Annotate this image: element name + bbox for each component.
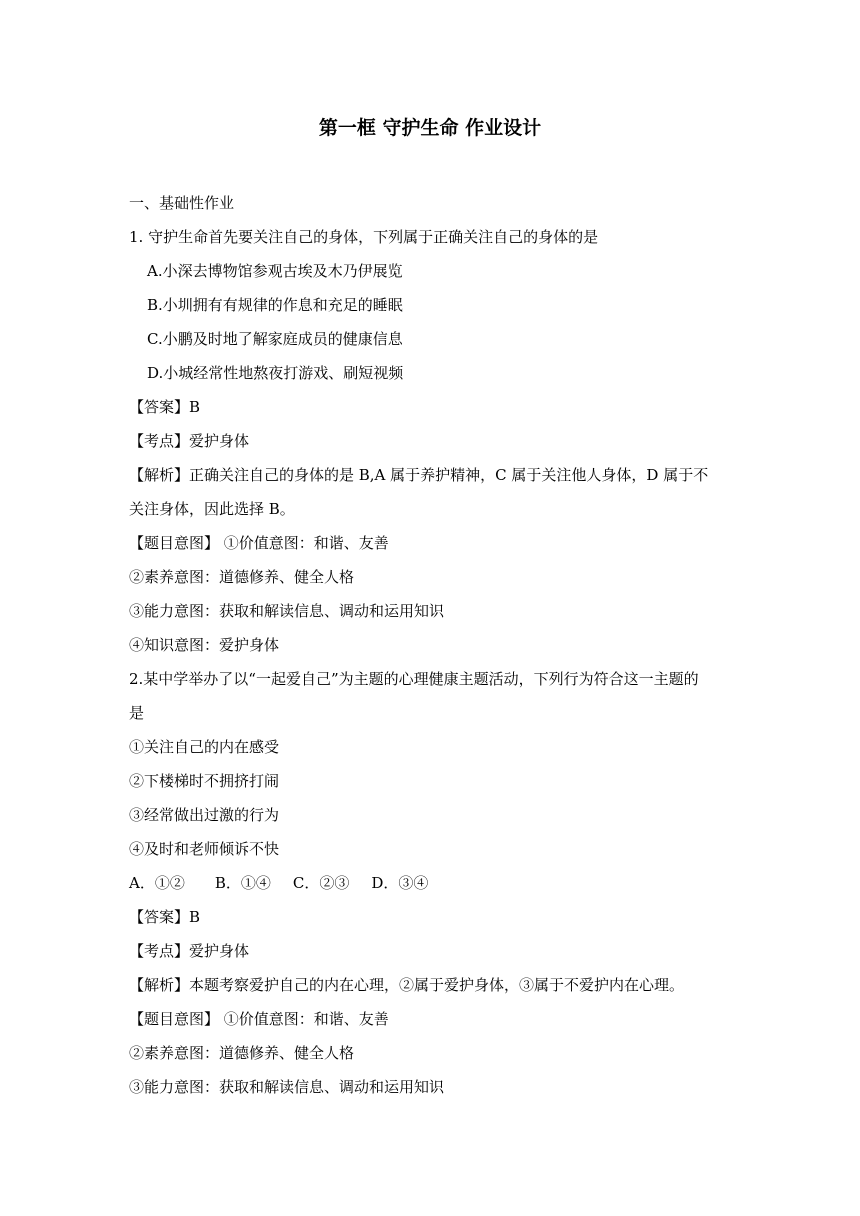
question-1-stem: 1. 守护生命首先要关注自己的身体，下列属于正确关注自己的身体的是	[129, 228, 599, 246]
section-heading: 一、基础性作业	[129, 194, 235, 212]
question-2-choice-d: D．③④	[371, 874, 429, 892]
question-1-intent-2: ②素养意图：道德修养、健全人格	[129, 568, 355, 586]
question-1-point: 【考点】爱护身体	[129, 432, 250, 450]
question-1-answer: 【答案】B	[129, 398, 201, 416]
question-2-choice-b: B．①④	[214, 874, 271, 892]
question-2-intent-3: ③能力意图：获取和解读信息、调动和运用知识	[129, 1078, 445, 1096]
question-1-option-a: A.小深去博物馆参观古埃及木乃伊展览	[147, 262, 403, 280]
question-1-option-d: D.小城经常性地熬夜打游戏、刷短视频	[147, 364, 404, 382]
question-1-analysis-line-1: 【解析】正确关注自己的身体的是 B,A 属于养护精神，C 属于关注他人身体，D 属于不	[129, 466, 709, 484]
question-2-item-1: ①关注自己的内在感受	[129, 738, 280, 756]
question-2-choices	[129, 866, 739, 900]
document-body	[129, 186, 739, 1104]
question-2-intent-header: 【题目意图】 ①价值意图：和谐、友善	[129, 1010, 389, 1028]
question-2-stem-line-2: 是	[129, 704, 145, 722]
question-2-item-2: ②下楼梯时不拥挤打闹	[129, 772, 280, 790]
question-2-analysis: 【解析】本题考察爱护自己的内在心理，②属于爱护身体，③属于不爱护内在心理。	[129, 976, 685, 994]
question-2-stem-line-1: 2.某中学举办了以“一起爱自己”为主题的心理健康主题活动，下列行为符合这一主题的	[129, 670, 699, 688]
question-1-intent-3: ③能力意图：获取和解读信息、调动和运用知识	[129, 602, 445, 620]
question-1-intent-header: 【题目意图】 ①价值意图：和谐、友善	[129, 534, 389, 552]
question-1-analysis-line-2: 关注身体，因此选择 B。	[129, 500, 295, 518]
question-2-choice-a: A．①②	[129, 874, 185, 892]
question-1-option-b: B.小圳拥有有规律的作息和充足的睡眠	[147, 296, 403, 314]
question-1-option-c: C.小鹏及时地了解家庭成员的健康信息	[147, 330, 403, 348]
question-1-intent-4: ④知识意图：爱护身体	[129, 636, 280, 654]
question-2-answer: 【答案】B	[129, 908, 201, 926]
question-2-choice-c: C．②③	[292, 874, 350, 892]
document-title: 第一框 守护生命 作业设计	[318, 117, 542, 139]
question-2-item-3: ③经常做出过激的行为	[129, 806, 280, 824]
question-2-intent-2: ②素养意图：道德修养、健全人格	[129, 1044, 355, 1062]
question-2-item-4: ④及时和老师倾诉不快	[129, 840, 280, 858]
question-2-point: 【考点】爱护身体	[129, 942, 250, 960]
